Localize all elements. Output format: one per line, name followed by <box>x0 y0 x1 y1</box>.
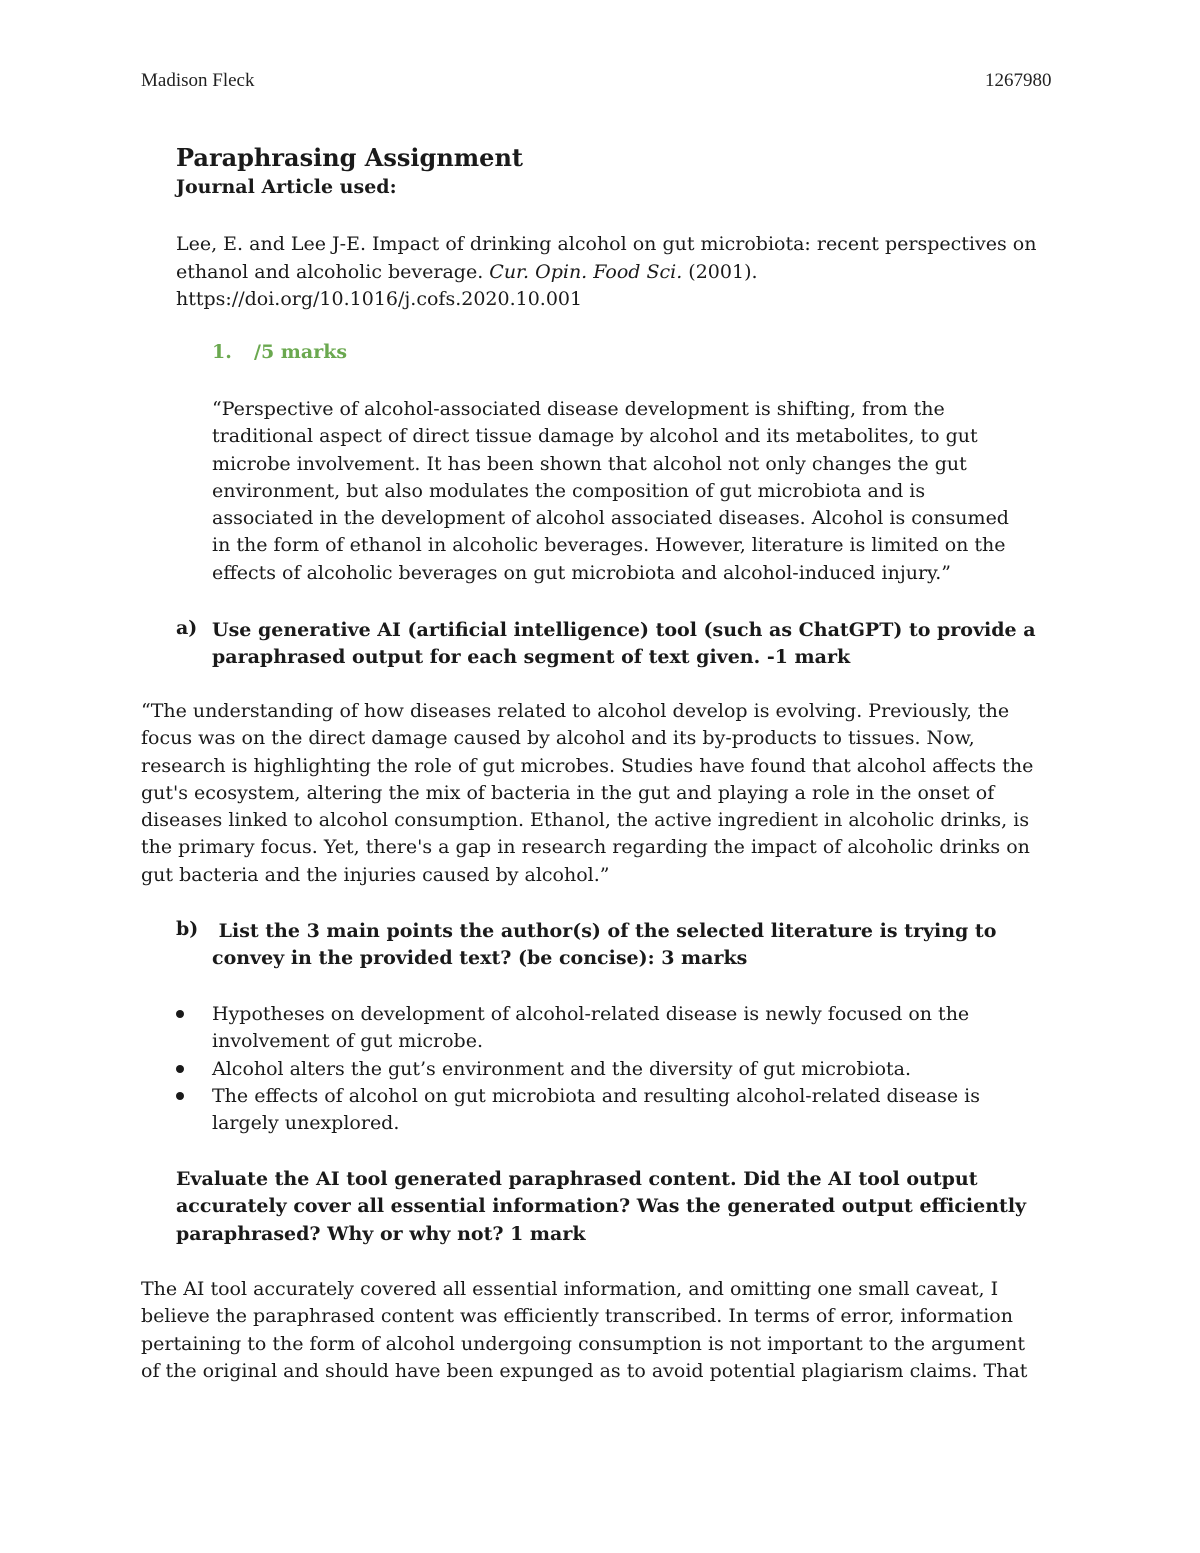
list-item-line: involvement of gut microbe. <box>212 1030 484 1053</box>
answer-line: diseases linked to alcohol consumption. Ethanol, the active ingredient in alcoholic drinks, is <box>141 809 1030 832</box>
list-item <box>212 1001 969 1056</box>
bullet-marker <box>176 1092 184 1100</box>
evaluate-prompt-line: Evaluate the AI tool generated paraphrased content. Did the AI tool output <box>176 1168 978 1190</box>
part-b-letter: b) <box>176 918 199 940</box>
part-a-letter: a) <box>176 617 198 639</box>
original-quote <box>212 396 1009 587</box>
part-a-prompt-line: Use generative AI (artificial intelligence) tool (such as ChatGPT) to provide a <box>212 619 1036 641</box>
page-title: Paraphrasing Assignment <box>176 143 523 172</box>
answer-line: research is highlighting the role of gut microbes. Studies have found that alcohol affects the <box>141 754 1034 777</box>
answer-line: believe the paraphrased content was efficiently transcribed. In terms of error, information <box>141 1305 1013 1328</box>
part-a-answer <box>141 698 1033 889</box>
quote-line: “Perspective of alcohol-associated disease development is shifting, from the <box>212 398 945 420</box>
answer-line: The AI tool accurately covered all essential information, and omitting one small caveat, I <box>141 1278 999 1300</box>
citation-year: (2001). <box>682 260 758 283</box>
list-item <box>212 1056 911 1083</box>
question-1-number: 1. <box>212 341 232 363</box>
list-item-line: Alcohol alters the gut’s environment and the diversity of gut microbiota. <box>212 1058 912 1080</box>
list-item-line: The effects of alcohol on gut microbiota and resulting alcohol-related disease is <box>212 1085 980 1107</box>
bullet-marker <box>176 1065 184 1073</box>
answer-line: focus was on the direct damage caused by alcohol and its by-products to tissues. Now, <box>141 727 975 750</box>
answer-line: the primary focus. Yet, there's a gap in research regarding the impact of alcoholic drinks on <box>141 836 1030 859</box>
quote-line: associated in the development of alcohol associated diseases. Alcohol is consumed <box>212 507 1009 530</box>
citation-text: ethanol and alcoholic beverage. <box>176 260 490 283</box>
answer-line: gut bacteria and the injuries caused by alcohol.” <box>141 863 610 886</box>
citation-journal: Cur. Opin. Food Sci. <box>489 260 683 283</box>
quote-line: environment, but also modulates the composition of gut microbiota and is <box>212 479 926 502</box>
citation-doi: https://doi.org/10.1016/j.cofs.2020.10.001 <box>176 288 583 310</box>
evaluate-prompt <box>176 1166 1026 1248</box>
quote-line: in the form of ethanol in alcoholic beverages. However, literature is limited on the <box>212 534 1006 557</box>
quote-line: effects of alcoholic beverages on gut microbiota and alcohol-induced injury.” <box>212 561 951 584</box>
list-item <box>212 1083 980 1138</box>
bullet-marker <box>176 1010 184 1018</box>
quote-line: microbe involvement. It has been shown that alcohol not only changes the gut <box>212 452 967 475</box>
quote-line: traditional aspect of direct tissue damage by alcohol and its metabolites, to gut <box>212 425 978 448</box>
header-student-id: 1267980 <box>985 70 1052 91</box>
part-b-prompt <box>212 918 996 973</box>
list-item-line: largely unexplored. <box>212 1112 400 1135</box>
evaluate-prompt-line: paraphrased? Why or why not? 1 mark <box>176 1222 586 1245</box>
citation-line-2 <box>176 259 1076 287</box>
citation <box>176 231 1076 314</box>
part-b-prompt-line: convey in the provided text? (be concise): 3 marks <box>212 947 748 970</box>
answer-line: of the original and should have been expunged as to avoid potential plagiarism claims. That <box>141 1359 1028 1382</box>
answer-line: pertaining to the form of alcohol undergoing consumption is not important to the argument <box>141 1332 1026 1355</box>
page-subtitle: Journal Article used: <box>176 176 397 198</box>
part-a-prompt-line: paraphrased output for each segment of text given. -1 mark <box>212 646 851 669</box>
header-author: Madison Fleck <box>141 70 255 91</box>
evaluate-answer <box>141 1276 1027 1385</box>
question-1-heading <box>212 341 347 363</box>
answer-line: gut's ecosystem, altering the mix of bacteria in the gut and playing a role in the onset of <box>141 781 995 804</box>
part-a-prompt <box>212 617 1036 672</box>
list-item-line: Hypotheses on development of alcohol-related disease is newly focused on the <box>212 1003 970 1025</box>
part-b-prompt-line: List the 3 main points the author(s) of the selected literature is trying to <box>212 920 997 942</box>
citation-line-1: Lee, E. and Lee J-E. Impact of drinking alcohol on gut microbiota: recent perspectives on <box>176 233 1037 255</box>
evaluate-prompt-line: accurately cover all essential information? Was the generated output efficiently <box>176 1195 1027 1218</box>
question-1-marks: /5 marks <box>254 341 348 363</box>
answer-line: “The understanding of how diseases related to alcohol develop is evolving. Previously, the <box>141 700 1010 722</box>
